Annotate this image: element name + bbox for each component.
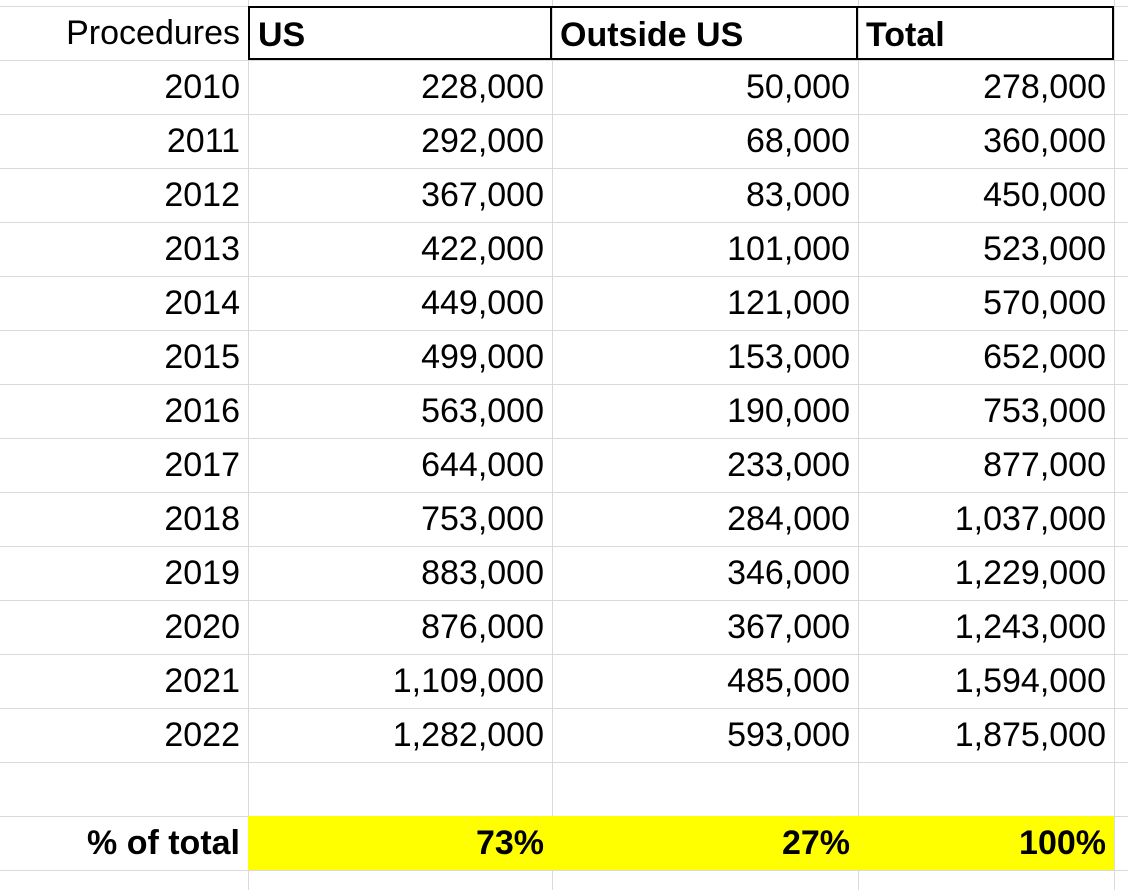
gridline-horizontal [0,870,1128,871]
outside-us-cell[interactable]: 346,000 [727,554,850,592]
total-cell[interactable]: 570,000 [983,284,1106,322]
year-cell[interactable]: 2020 [164,608,240,646]
year-cell[interactable]: 2013 [164,230,240,268]
us-cell[interactable]: 876,000 [421,608,544,646]
us-cell[interactable]: 563,000 [421,392,544,430]
us-cell[interactable]: 292,000 [421,122,544,160]
gridline-vertical [1114,0,1115,890]
year-cell[interactable]: 2016 [164,392,240,430]
outside-us-cell[interactable]: 50,000 [746,68,850,106]
year-cell[interactable]: 2018 [164,500,240,538]
us-cell[interactable]: 1,109,000 [392,662,544,700]
year-cell[interactable]: 2017 [164,446,240,484]
us-cell[interactable]: 228,000 [421,68,544,106]
total-cell[interactable]: 1,037,000 [954,500,1106,538]
total-cell[interactable]: 652,000 [983,338,1106,376]
total-percent-cell[interactable]: 100% [858,816,1114,870]
total-cell[interactable]: 877,000 [983,446,1106,484]
year-cell[interactable]: 2021 [164,662,240,700]
us-percent-cell[interactable]: 73% [248,816,552,870]
year-cell[interactable]: 2022 [164,716,240,754]
us-cell[interactable]: 644,000 [421,446,544,484]
header-outside-us-cell[interactable]: Outside US [552,6,858,60]
total-cell[interactable]: 278,000 [983,68,1106,106]
us-cell[interactable]: 449,000 [421,284,544,322]
outside-us-cell[interactable]: 101,000 [727,230,850,268]
us-cell[interactable]: 367,000 [421,176,544,214]
percent-of-total-label[interactable]: % of total [87,824,240,862]
outside-us-cell[interactable]: 83,000 [746,176,850,214]
total-cell[interactable]: 523,000 [983,230,1106,268]
outside-us-cell[interactable]: 68,000 [746,122,850,160]
year-cell[interactable]: 2015 [164,338,240,376]
outside-us-cell[interactable]: 121,000 [727,284,850,322]
gridline-horizontal [0,762,1128,763]
us-cell[interactable]: 499,000 [421,338,544,376]
total-cell[interactable]: 360,000 [983,122,1106,160]
outside-us-cell[interactable]: 593,000 [727,716,850,754]
total-cell[interactable]: 1,229,000 [954,554,1106,592]
header-total-cell[interactable]: Total [858,6,1114,60]
us-cell[interactable]: 422,000 [421,230,544,268]
total-cell[interactable]: 753,000 [983,392,1106,430]
total-cell[interactable]: 1,243,000 [954,608,1106,646]
total-cell[interactable]: 1,875,000 [954,716,1106,754]
total-cell[interactable]: 1,594,000 [954,662,1106,700]
outside-us-cell[interactable]: 284,000 [727,500,850,538]
outside-us-cell[interactable]: 233,000 [727,446,850,484]
outside-us-cell[interactable]: 190,000 [727,392,850,430]
outside-us-cell[interactable]: 153,000 [727,338,850,376]
header-us-cell[interactable]: US [248,6,552,60]
outside-us-cell[interactable]: 367,000 [727,608,850,646]
corner-label-cell[interactable]: Procedures [66,14,240,52]
outside-us-cell[interactable]: 485,000 [727,662,850,700]
year-cell[interactable]: 2014 [164,284,240,322]
year-cell[interactable]: 2012 [164,176,240,214]
us-cell[interactable]: 883,000 [421,554,544,592]
us-cell[interactable]: 1,282,000 [392,716,544,754]
year-cell[interactable]: 2019 [164,554,240,592]
us-cell[interactable]: 753,000 [421,500,544,538]
total-cell[interactable]: 450,000 [983,176,1106,214]
outside-us-percent-cell[interactable]: 27% [552,816,858,870]
year-cell[interactable]: 2011 [166,122,240,160]
year-cell[interactable]: 2010 [164,68,240,106]
